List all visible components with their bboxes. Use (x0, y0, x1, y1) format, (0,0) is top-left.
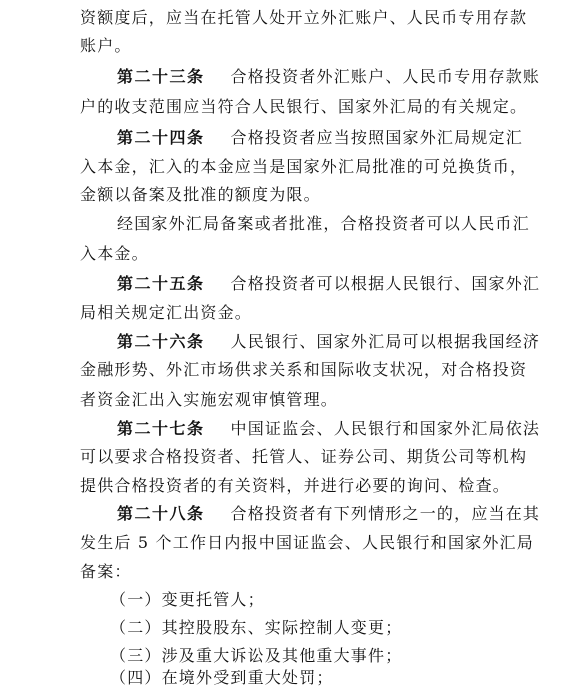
article-28 (117, 500, 540, 528)
article-title: 第二十六条 (117, 332, 205, 351)
text-line: 入本金，汇入的本金应当是国家外汇局批准的可兑换货币， (80, 157, 528, 176)
text-line: 可以要求合格投资者、托管人、证券公司、期货公司等机构 (80, 447, 528, 466)
text-line: 账户。 (80, 36, 132, 55)
article-title: 第二十五条 (117, 274, 205, 293)
list-item: （二）其控股股东、实际控制人变更； (110, 618, 403, 637)
article-27 (117, 415, 540, 443)
article-23 (117, 63, 540, 91)
text-line: 发生后 5 个工作日内报中国证监会、人民银行和国家外汇局 (80, 533, 534, 552)
article-text: 合格投资者可以根据人民银行、国家外汇 (230, 274, 541, 293)
text-line: 备案： (80, 562, 132, 581)
article-title: 第二十八条 (117, 504, 205, 523)
article-26 (117, 328, 540, 356)
text-line: 户的收支范围应当符合人民银行、国家外汇局的有关规定。 (80, 97, 528, 116)
article-text: 人民银行、国家外汇局可以根据我国经济 (230, 332, 541, 351)
text-line: 金融形势、外汇市场供求关系和国际收支状况，对合格投资 (80, 360, 528, 379)
article-25 (117, 270, 540, 298)
article-text: 合格投资者有下列情形之一的，应当在其 (230, 504, 541, 523)
text-line: 经国家外汇局备案或者批准，合格投资者可以人民币汇 (117, 214, 530, 233)
text-line: 金额以备案及批准的额度为限。 (80, 185, 321, 204)
text-line: 局相关规定汇出资金。 (80, 303, 253, 322)
article-title: 第二十七条 (117, 419, 205, 438)
article-title: 第二十四条 (117, 128, 205, 147)
article-24 (117, 124, 523, 152)
list-item: （一）变更托管人； (110, 590, 265, 609)
text-line: 资额度后，应当在托管人处开立外汇账户、人民币专用存款 (80, 8, 528, 27)
article-title: 第二十三条 (117, 67, 205, 86)
list-item: （四）在境外受到重大处罚； (110, 668, 334, 687)
article-text: 合格投资者外汇账户、人民币专用存款账 (230, 67, 541, 86)
list-item: （三）涉及重大诉讼及其他重大事件； (110, 646, 403, 665)
text-line: 者资金汇出入实施宏观审慎管理。 (80, 390, 339, 409)
article-text: 合格投资者应当按照国家外汇局规定汇 (230, 128, 523, 147)
article-text: 中国证监会、人民银行和国家外汇局依法 (230, 419, 541, 438)
text-line: 入本金。 (80, 244, 149, 263)
text-line: 提供合格投资者的有关资料，并进行必要的询问、检查。 (80, 476, 511, 495)
